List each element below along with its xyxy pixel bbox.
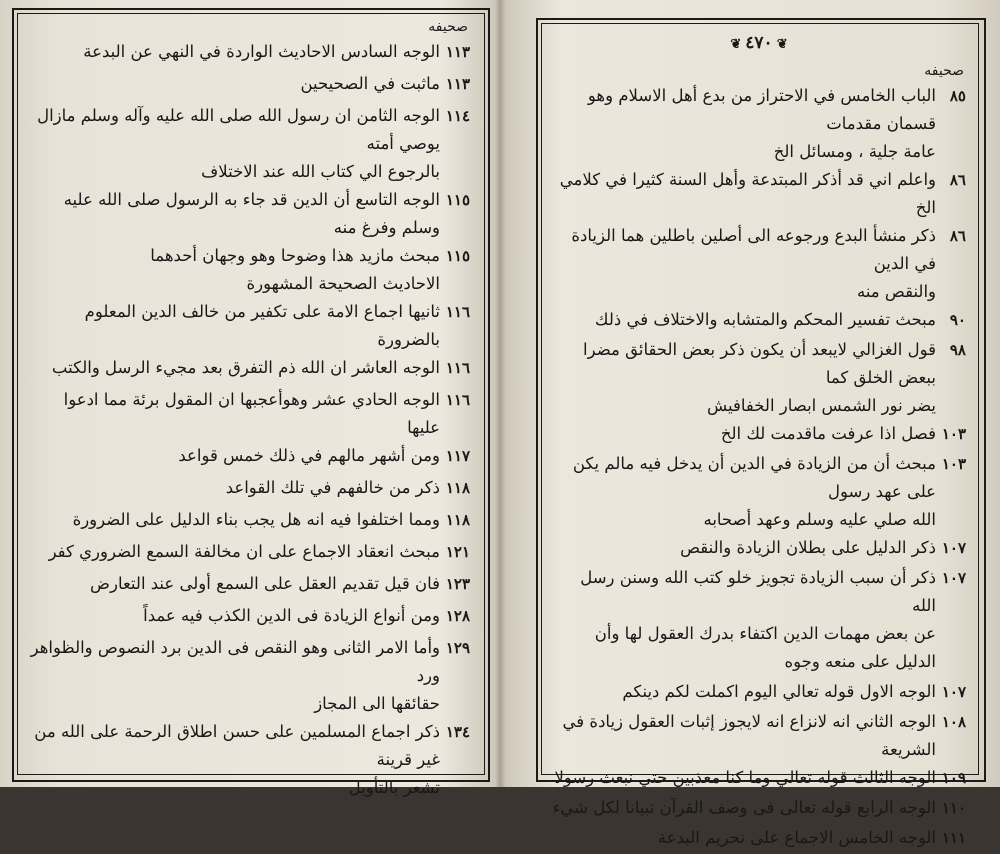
toc-entry xyxy=(548,222,970,306)
toc-entry-text xyxy=(548,534,936,562)
toc-entry xyxy=(22,38,474,70)
toc-entry-continuation: بالرجوع الي كتاب الله عند الاختلاف xyxy=(201,162,440,181)
toc-entry-continuation: عن بعض مهمات الدين اكتفاء بدرك العقول لها وأن xyxy=(594,624,936,643)
toc-entry-page-number: ٩٠ xyxy=(949,311,966,329)
toc-entry-page-number: ١١٥ xyxy=(445,247,470,265)
toc-entry-title: ذكر اجماع المسلمين على حسن اطلاق الرحمة على الله من غير قرينة xyxy=(34,722,440,769)
toc-entry-text xyxy=(22,298,440,354)
toc-entry-page-number: ١١٧ xyxy=(445,447,470,465)
left-page xyxy=(0,0,498,797)
toc-entry-text xyxy=(22,354,440,382)
page-number: ٤٧٠ xyxy=(745,33,773,53)
toc-entry-page-number: ٩٨ xyxy=(949,341,966,359)
toc-entry-page-number: ١٢١ xyxy=(445,543,470,561)
toc-entry-text xyxy=(22,386,440,442)
toc-entry-continuation: تشعر بالتأويل xyxy=(348,778,440,797)
toc-entry-text xyxy=(548,764,936,792)
page-column-header: صحيفه xyxy=(428,19,468,35)
toc-entry xyxy=(548,420,970,450)
toc-entry-text xyxy=(548,450,936,534)
toc-entry-title: الدليل على منعه وجوه xyxy=(784,652,936,671)
toc-entry-page-number: ١٠٩ xyxy=(941,769,966,787)
toc-entry xyxy=(22,570,474,602)
toc-entry-page-number: ١١٥ xyxy=(445,191,470,209)
toc-entry xyxy=(22,298,474,354)
toc-entry xyxy=(22,70,474,102)
toc-entry-page-number: ١٣٤ xyxy=(445,723,470,741)
toc-entry-title: ومن أنواع الزيادة فى الدين الكذب فيه عمداً xyxy=(143,606,440,625)
toc-entry-continuation: عامة جلية ، ومسائل الخ xyxy=(773,142,936,161)
toc-entry-page-number: ١٠٣ xyxy=(941,455,966,473)
toc-entry-text xyxy=(22,186,440,242)
toc-entry-text xyxy=(548,336,936,420)
toc-entry-title: مبحث انعقاد الاجماع على ان مخالفة السمع الضروري كفر xyxy=(48,542,440,561)
toc-entry xyxy=(22,506,474,538)
toc-entry-text xyxy=(548,222,936,306)
toc-entry xyxy=(548,708,970,764)
toc-entry-page-number: ١٠٧ xyxy=(941,569,966,587)
toc-entry-text xyxy=(548,166,936,222)
toc-list xyxy=(22,38,474,802)
toc-entry-continuation: حقائقها الى المجاز xyxy=(314,694,440,713)
toc-entry-text xyxy=(548,306,936,334)
ornament-icon: ❦ xyxy=(730,37,742,52)
toc-entry xyxy=(548,166,970,222)
toc-entry-title: الوجه الرابع قوله تعالى فى وصف القرآن تبيانا لكل شيء xyxy=(552,798,936,817)
toc-entry-title: الوجه الثالث قوله تعالي وما كنا معذبين حتي نبعث رسولا xyxy=(554,768,936,787)
toc-entry-page-number: ١١٦ xyxy=(445,359,470,377)
toc-entry xyxy=(22,386,474,442)
toc-entry-text xyxy=(548,794,936,822)
toc-entry-title: الوجه الثاني انه لانزاع انه لايجوز إثبات العقول زيادة في الشريعة xyxy=(562,712,936,759)
toc-entry-title: الوجه العاشر ان الله ذم التفرق بعد مجيء الرسل والكتب xyxy=(51,358,440,377)
toc-entry-continuation: الاحاديث الصحيحة المشهورة xyxy=(246,274,440,293)
toc-entry xyxy=(22,474,474,506)
toc-entry-title: فصل اذا عرفت ماقدمت لك الخ xyxy=(720,424,936,443)
toc-entry xyxy=(22,634,474,718)
toc-entry-title: ومن أشهر مالهم في ذلك خمس قواعد xyxy=(178,446,440,465)
toc-entry xyxy=(548,764,970,794)
toc-entry-title: الوجه الخامس الاجماع على تحريم البدعة xyxy=(657,828,936,847)
toc-entry-title: مبحث تفسير المحكم والمتشابه والاختلاف في ذلك xyxy=(594,310,936,329)
toc-entry-text xyxy=(548,564,936,648)
toc-entry-text xyxy=(548,648,936,676)
ornament-icon: ❦ xyxy=(776,37,788,52)
toc-entry-title: ثانيها اجماع الامة على تكفير من خالف الدين المعلوم بالضرورة xyxy=(84,302,440,349)
toc-entry-continuation: يضر نور الشمس ابصار الخفافيش xyxy=(707,396,936,415)
toc-entry-page-number: ١٢٣ xyxy=(445,575,470,593)
toc-entry-title: الوجه التاسع أن الدين قد جاء به الرسول صلى الله عليه وسلم وفرغ منه xyxy=(63,190,440,237)
toc-entry-page-number: ١١٨ xyxy=(445,479,470,497)
toc-entry-page-number: ١٠٧ xyxy=(941,539,966,557)
toc-entry xyxy=(22,602,474,634)
toc-entry-text xyxy=(22,634,440,718)
left-page-content xyxy=(22,16,474,802)
toc-entry-title: الوجه الثامن ان رسول الله صلى الله عليه وآله وسلم مازال يوصي أمته xyxy=(37,106,440,153)
toc-entry xyxy=(22,102,474,186)
toc-entry-title: مبحث مازيد هذا وضوحا وهو وجهان أحدهما xyxy=(150,246,440,265)
toc-entry-text xyxy=(22,442,440,470)
toc-entry-page-number: ١١٣ xyxy=(445,43,470,61)
toc-entry-continuation: والنقص منه xyxy=(856,282,936,301)
toc-entry-text xyxy=(548,824,936,852)
toc-entry-page-number: ١١٣ xyxy=(445,75,470,93)
toc-entry-text xyxy=(22,538,440,566)
toc-entry-page-number: ٨٥ xyxy=(949,87,966,105)
toc-entry-text xyxy=(548,420,936,448)
toc-entry xyxy=(548,648,970,678)
toc-entry-page-number: ١٠٣ xyxy=(941,425,966,443)
toc-entry-page-number: ١١٦ xyxy=(445,303,470,321)
toc-entry-page-number: ١٢٨ xyxy=(445,607,470,625)
toc-entry-title: الوجه الحادي عشر وهوأعجبها ان المقول برئة مما ادعوا عليها xyxy=(63,390,440,437)
toc-entry xyxy=(22,718,474,802)
toc-entry-text xyxy=(22,506,440,534)
toc-entry-text xyxy=(22,242,440,298)
right-page xyxy=(506,0,1000,847)
toc-entry xyxy=(22,242,474,298)
toc-entry-title: وأما الامر الثانى وهو النقص فى الدين برد النصوص والظواهر ورد xyxy=(30,638,440,685)
toc-entry-title: ذكر منشأ البدع ورجوعه الى أصلين باطلين هما الزيادة في الدين xyxy=(571,226,936,273)
toc-entry xyxy=(22,354,474,386)
toc-entry-page-number: ١١٤ xyxy=(445,107,470,125)
toc-entry xyxy=(548,82,970,166)
toc-entry-page-number: ١٠٨ xyxy=(941,713,966,731)
toc-entry-title: قول الغزالي لايبعد أن يكون ذكر بعض الحقائق مضرا ببعض الخلق كما xyxy=(583,340,936,387)
toc-entry-text xyxy=(22,570,440,598)
toc-entry xyxy=(548,564,970,648)
toc-entry xyxy=(548,794,970,824)
right-page-content xyxy=(548,26,970,854)
toc-entry xyxy=(548,306,970,336)
toc-entry-text xyxy=(22,70,440,98)
toc-entry-page-number: ١٢٩ xyxy=(445,639,470,657)
toc-entry-page-number: ١٠٧ xyxy=(941,683,966,701)
toc-entry-title: واعلم اني قد أذكر المبتدعة وأهل السنة كثيرا في كلامي الخ xyxy=(559,170,936,217)
toc-entry-title: ذكر الدليل على بطلان الزيادة والنقص xyxy=(680,538,936,557)
toc-entry-page-number: ٨٦ xyxy=(949,227,966,245)
toc-entry xyxy=(548,534,970,564)
toc-entry-title: الباب الخامس في الاحتراز من بدع أهل الاسلام وهو قسمان مقدمات xyxy=(587,86,936,133)
toc-entry-page-number: ٨٦ xyxy=(949,171,966,189)
toc-entry xyxy=(22,442,474,474)
toc-entry-text xyxy=(22,602,440,630)
toc-entry-title: الوجه السادس الاحاديث الواردة في النهي عن البدعة xyxy=(83,42,440,61)
toc-entry-title: ذكر من خالفهم في تلك القواعد xyxy=(225,478,440,497)
toc-entry xyxy=(548,824,970,854)
toc-entry xyxy=(22,186,474,242)
toc-entry-text xyxy=(548,708,936,764)
page-column-header: صحيفه xyxy=(924,63,964,79)
toc-entry xyxy=(548,678,970,708)
toc-entry-title: ماثبت في الصحيحين xyxy=(300,74,440,93)
toc-entry-title: فان قيل تقديم العقل على السمع أولى عند التعارض xyxy=(90,574,440,593)
toc-entry-text xyxy=(22,38,440,66)
toc-entry xyxy=(548,450,970,534)
toc-entry-text xyxy=(22,718,440,802)
page-number-header xyxy=(548,26,970,60)
toc-entry-page-number: ١١٠ xyxy=(941,799,966,817)
toc-entry-continuation: الله صلي عليه وسلم وعهد أصحابه xyxy=(703,510,936,529)
toc-list xyxy=(548,82,970,854)
toc-entry-text xyxy=(22,474,440,502)
toc-entry-title: الوجه الاول قوله تعالي اليوم اكملت لكم دينكم xyxy=(622,682,936,701)
toc-entry-title: ذكر أن سبب الزيادة تجويز خلو كتب الله وسنن رسل الله xyxy=(580,568,936,615)
toc-entry-text xyxy=(548,678,936,706)
toc-entry-text xyxy=(22,102,440,186)
toc-entry-title: ومما اختلفوا فيه انه هل يجب بناء الدليل على الضرورة xyxy=(72,510,440,529)
toc-entry-page-number: ١١٦ xyxy=(445,391,470,409)
toc-entry-title: مبحث أن من الزيادة في الدين أن يدخل فيه مالم يكن على عهد رسول xyxy=(572,454,936,501)
toc-entry xyxy=(548,336,970,420)
toc-entry-page-number: ١١١ xyxy=(941,829,966,847)
toc-entry-page-number: ١١٨ xyxy=(445,511,470,529)
toc-entry-text xyxy=(548,82,936,166)
toc-entry xyxy=(22,538,474,570)
